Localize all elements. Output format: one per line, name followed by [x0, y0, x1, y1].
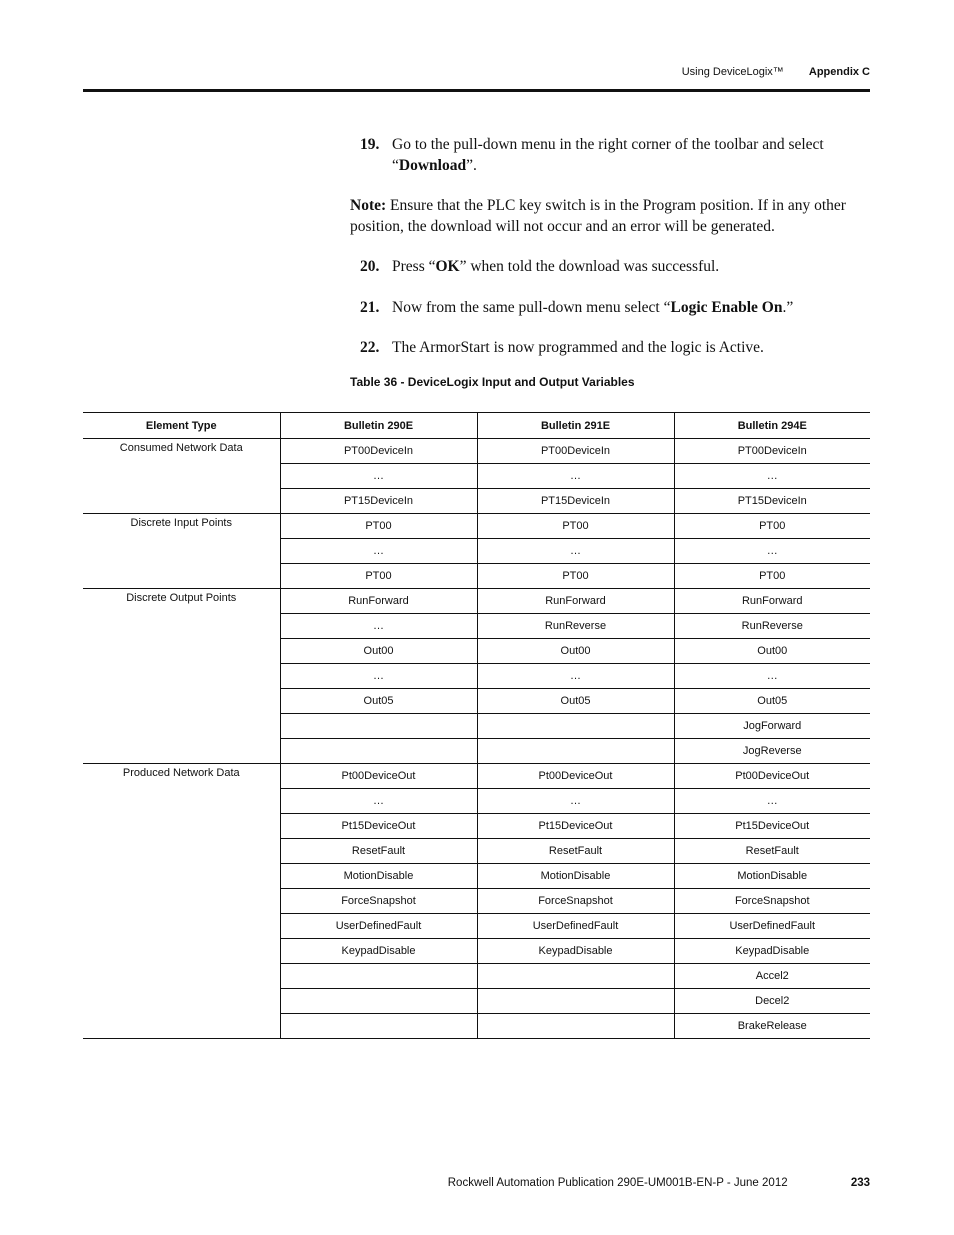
variable-cell: UserDefinedFault — [674, 914, 870, 939]
col-header-bulletin-294e: Bulletin 294E — [674, 413, 870, 439]
variable-cell: UserDefinedFault — [280, 914, 477, 939]
step-text-bold: Logic Enable On — [670, 299, 783, 316]
variable-cell: BrakeRelease — [674, 1014, 870, 1039]
step-text-bold: OK — [435, 258, 460, 275]
variable-cell: Out05 — [674, 689, 870, 714]
variable-cell: PT00DeviceIn — [477, 439, 674, 464]
footer-publication: Rockwell Automation Publication 290E-UM001B-EN-P - June 2012 — [447, 1177, 788, 1189]
table-row — [83, 589, 870, 614]
variable-cell: … — [280, 464, 477, 489]
variable-cell: KeypadDisable — [674, 939, 870, 964]
variable-cell: MotionDisable — [280, 864, 477, 889]
step-21 — [350, 297, 870, 318]
variable-cell: ForceSnapshot — [477, 889, 674, 914]
variable-cell: … — [280, 789, 477, 814]
note-paragraph — [350, 195, 870, 237]
variable-cell: ResetFault — [280, 839, 477, 864]
header-rule — [83, 89, 870, 92]
variable-cell: JogForward — [674, 714, 870, 739]
variable-cell: PT15DeviceIn — [280, 489, 477, 514]
variable-cell: … — [477, 539, 674, 564]
step-19 — [350, 134, 870, 176]
variable-cell: Out00 — [477, 639, 674, 664]
element-type-cell: Discrete Input Points — [83, 514, 280, 589]
variable-cell: PT00 — [674, 564, 870, 589]
variable-cell — [280, 714, 477, 739]
step-20 — [350, 256, 870, 277]
variable-cell: RunForward — [477, 589, 674, 614]
step-text-pre: Go to the pull-down menu in the right corner of the toolbar and select “ — [392, 136, 824, 174]
variable-cell: … — [477, 789, 674, 814]
page-number: 233 — [850, 1177, 870, 1189]
table-header-row — [83, 413, 870, 439]
variable-cell: ForceSnapshot — [674, 889, 870, 914]
step-number: 21. — [360, 299, 380, 316]
variable-cell: RunReverse — [674, 614, 870, 639]
variable-cell: … — [477, 664, 674, 689]
variable-cell: Pt00DeviceOut — [477, 764, 674, 789]
variable-cell: JogReverse — [674, 739, 870, 764]
variable-cell: RunForward — [674, 589, 870, 614]
variable-cell: PT00DeviceIn — [674, 439, 870, 464]
body-text — [350, 134, 870, 358]
variable-cell: PT00DeviceIn — [280, 439, 477, 464]
col-header-element-type: Element Type — [83, 413, 280, 439]
note-text: Ensure that the PLC key switch is in the Program position. If in any other position, the download will not occur and an error will be generated. — [350, 197, 846, 235]
variable-cell: ResetFault — [477, 839, 674, 864]
step-number: 22. — [360, 339, 380, 356]
variable-cell: … — [674, 539, 870, 564]
element-type-cell: Consumed Network Data — [83, 439, 280, 514]
step-text-pre: Now from the same pull-down menu select “ — [392, 299, 671, 316]
variable-cell: RunReverse — [477, 614, 674, 639]
variable-cell: PT00 — [280, 564, 477, 589]
variable-cell: … — [280, 614, 477, 639]
table-body — [83, 439, 870, 1039]
variable-cell: Pt00DeviceOut — [280, 764, 477, 789]
table-caption: Table 36 - DeviceLogix Input and Output Variables — [350, 375, 635, 389]
variable-cell: Decel2 — [674, 989, 870, 1014]
col-header-bulletin-290e: Bulletin 290E — [280, 413, 477, 439]
table-row — [83, 514, 870, 539]
step-number: 19. — [360, 136, 380, 153]
header-section-title: Using DeviceLogix™ — [681, 66, 784, 78]
variable-cell: MotionDisable — [477, 864, 674, 889]
table-row — [83, 764, 870, 789]
step-text: The ArmorStart is now programmed and the logic is Active. — [392, 339, 764, 356]
variable-cell: … — [674, 664, 870, 689]
variable-cell: KeypadDisable — [280, 939, 477, 964]
variable-cell: PT00 — [477, 514, 674, 539]
col-header-bulletin-291e: Bulletin 291E — [477, 413, 674, 439]
step-text-post: .” — [782, 299, 794, 316]
io-variables-table — [83, 412, 870, 1039]
variable-cell — [477, 739, 674, 764]
variable-cell — [280, 1014, 477, 1039]
variable-cell: Pt00DeviceOut — [674, 764, 870, 789]
variable-cell: … — [280, 539, 477, 564]
page-footer — [448, 1177, 870, 1189]
page-header — [682, 66, 870, 78]
variable-cell: PT00 — [674, 514, 870, 539]
variable-cell: RunForward — [280, 589, 477, 614]
step-text-post: ” when told the download was successful. — [459, 258, 720, 275]
variable-cell: Out05 — [280, 689, 477, 714]
variable-cell: Pt15DeviceOut — [477, 814, 674, 839]
variable-cell: Out00 — [674, 639, 870, 664]
variable-cell: Out05 — [477, 689, 674, 714]
variable-cell: ForceSnapshot — [280, 889, 477, 914]
variable-cell: PT00 — [477, 564, 674, 589]
variable-cell: PT15DeviceIn — [477, 489, 674, 514]
variable-cell: … — [280, 664, 477, 689]
variable-cell — [477, 1014, 674, 1039]
variable-cell: ResetFault — [674, 839, 870, 864]
variable-cell — [280, 964, 477, 989]
variable-cell: Out00 — [280, 639, 477, 664]
element-type-cell: Discrete Output Points — [83, 589, 280, 764]
step-22 — [350, 337, 870, 358]
variable-cell — [280, 739, 477, 764]
variable-cell: Pt15DeviceOut — [280, 814, 477, 839]
variable-cell — [280, 989, 477, 1014]
variable-cell: … — [674, 789, 870, 814]
variable-cell: KeypadDisable — [477, 939, 674, 964]
variable-cell — [477, 714, 674, 739]
variable-cell: MotionDisable — [674, 864, 870, 889]
header-appendix-label: Appendix C — [808, 66, 870, 78]
step-text-post: ”. — [466, 157, 477, 174]
variable-cell: … — [477, 464, 674, 489]
variable-cell: … — [674, 464, 870, 489]
variable-cell: Accel2 — [674, 964, 870, 989]
variable-cell: Pt15DeviceOut — [674, 814, 870, 839]
variable-cell — [477, 989, 674, 1014]
variable-cell: PT15DeviceIn — [674, 489, 870, 514]
element-type-cell: Produced Network Data — [83, 764, 280, 1039]
table-row — [83, 439, 870, 464]
step-text-pre: Press “ — [392, 258, 436, 275]
variable-cell — [477, 964, 674, 989]
step-number: 20. — [360, 258, 380, 275]
variable-cell: UserDefinedFault — [477, 914, 674, 939]
step-text-bold: Download — [398, 157, 467, 174]
variable-cell: PT00 — [280, 514, 477, 539]
note-label: Note: — [350, 197, 387, 214]
